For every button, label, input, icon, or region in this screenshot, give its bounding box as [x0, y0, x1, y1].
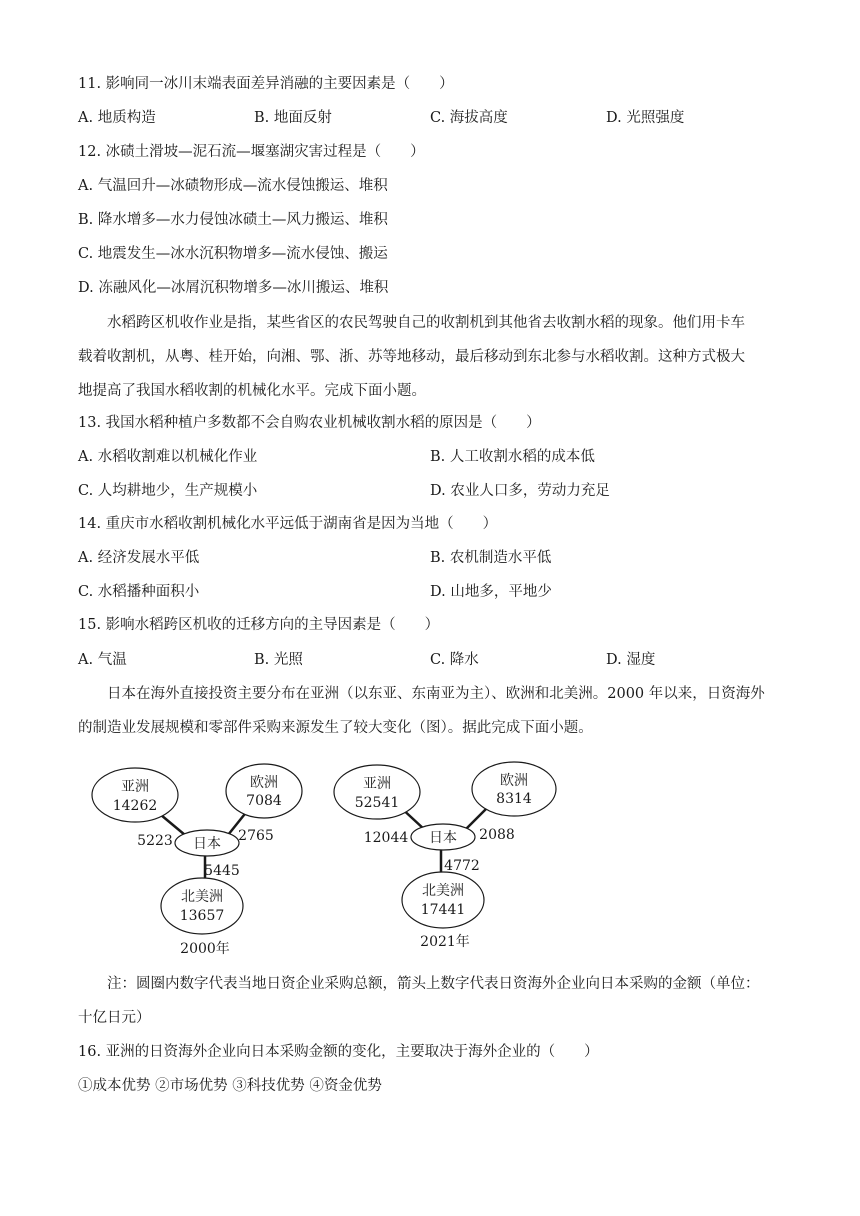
na-label-2021: 北美洲	[422, 883, 464, 899]
q15-option-c: C. 降水	[430, 652, 479, 668]
na-total-2021: 17441	[420, 902, 466, 918]
asia-label-2021: 亚洲	[363, 776, 391, 792]
q13-option-c: C. 人均耕地少，生产规模小	[78, 483, 258, 499]
japan-label-2000: 日本	[193, 836, 221, 852]
q15-option-a: A. 气温	[78, 652, 127, 668]
na-total-2000: 13657	[179, 908, 225, 924]
q13-option-d: D. 农业人口多，劳动力充足	[430, 483, 610, 499]
na-to-japan-2000: 5445	[204, 863, 240, 879]
q11-option-b: B. 地面反射	[254, 110, 332, 126]
passage-2-line-1: 日本在海外直接投资主要分布在亚洲（以东亚、东南亚为主）、欧洲和北美洲。2000 年以来，日资海外	[78, 686, 765, 702]
passage-1-line-2: 载着收割机，从粤、桂开始，向湘、鄂、浙、苏等地移动，最后移动到东北参与水稻收割。这种方式极大	[78, 349, 745, 365]
q14-option-b: B. 农机制造水平低	[430, 550, 552, 566]
diagram-2000	[92, 764, 302, 957]
q13-option-b: B. 人工收割水稻的成本低	[430, 449, 595, 465]
q12-option-c: C. 地震发生—冰水沉积物增多—流水侵蚀、搬运	[78, 246, 388, 262]
europe-to-japan-2000: 2765	[238, 828, 274, 844]
passage-2-line-2: 的制造业发展规模和零部件采购来源发生了较大变化（图）。据此完成下面小题。	[78, 720, 593, 736]
q14-option-c: C. 水稻播种面积小	[78, 584, 200, 600]
asia-label-2000: 亚洲	[121, 779, 149, 795]
europe-total-2021: 8314	[496, 791, 532, 807]
q12-option-a: A. 气温回升—冰碛物形成—流水侵蚀搬运、堆积	[78, 178, 388, 194]
asia-to-japan-2000: 5223	[137, 833, 173, 849]
procurement-diagram	[0, 760, 860, 990]
q13-option-a: A. 水稻收割难以机械化作业	[78, 449, 258, 465]
question-15-stem: 15. 影响水稻跨区机收的迁移方向的主导因素是（ ）	[78, 617, 440, 633]
na-to-japan-2021: 4772	[444, 858, 480, 874]
year-label-2000: 2000年	[180, 941, 230, 957]
asia-total-2021: 52541	[354, 795, 400, 811]
q11-option-a: A. 地质构造	[78, 110, 156, 126]
year-label-2021: 2021年	[420, 934, 470, 950]
europe-circle-2021	[472, 762, 556, 816]
europe-total-2000: 7084	[246, 793, 282, 809]
asia-to-japan-2021: 12044	[363, 830, 409, 846]
europe-label-2000: 欧洲	[250, 775, 278, 791]
na-circle-2000	[161, 878, 243, 934]
japan-label-2021: 日本	[429, 830, 457, 846]
q15-option-d: D. 湿度	[606, 652, 656, 668]
question-13-stem: 13. 我国水稻种植户多数都不会自购农业机械收割水稻的原因是（ ）	[78, 415, 541, 431]
europe-label-2021: 欧洲	[500, 773, 528, 789]
question-14-stem: 14. 重庆市水稻收割机械化水平远低于湖南省是因为当地（ ）	[78, 516, 498, 532]
q14-option-a: A. 经济发展水平低	[78, 550, 200, 566]
passage-1-line-1: 水稻跨区机收作业是指，某些省区的农民驾驶自己的收割机到其他省去收割水稻的现象。他们用卡车	[78, 315, 745, 331]
na-circle-2021	[402, 872, 484, 928]
europe-circle-2000	[226, 764, 302, 818]
q16-options-line: ①成本优势 ②市场优势 ③科技优势 ④资金优势	[78, 1078, 382, 1094]
diagram-2021	[334, 762, 556, 950]
question-12-stem: 12. 冰碛土滑坡—泥石流—堰塞湖灾害过程是（ ）	[78, 144, 425, 160]
q14-option-d: D. 山地多，平地少	[430, 584, 552, 600]
passage-1-line-3: 地提高了我国水稻收割的机械化水平。完成下面小题。	[78, 383, 426, 399]
na-label-2000: 北美洲	[181, 889, 223, 905]
q12-option-b: B. 降水增多—水力侵蚀冰碛土—风力搬运、堆积	[78, 212, 388, 228]
q15-option-b: B. 光照	[254, 652, 303, 668]
figure-note-line-1: 注：圆圈内数字代表当地日资企业采购总额，箭头上数字代表日资海外企业向日本采购的金额（单位：	[78, 976, 760, 992]
q12-option-d: D. 冻融风化—冰屑沉积物增多—冰川搬运、堆积	[78, 280, 389, 296]
asia-total-2000: 14262	[112, 798, 158, 814]
q11-option-c: C. 海拔高度	[430, 110, 508, 126]
europe-to-japan-2021: 2088	[479, 827, 515, 843]
q11-option-d: D. 光照强度	[606, 110, 685, 126]
question-11-stem: 11. 影响同一冰川末端表面差异消融的主要因素是（ ）	[78, 76, 454, 92]
question-16-stem: 16. 亚洲的日资海外企业向日本采购金额的变化，主要取决于海外企业的（ ）	[78, 1044, 599, 1060]
figure-note-line-2: 十亿日元）	[78, 1010, 151, 1026]
